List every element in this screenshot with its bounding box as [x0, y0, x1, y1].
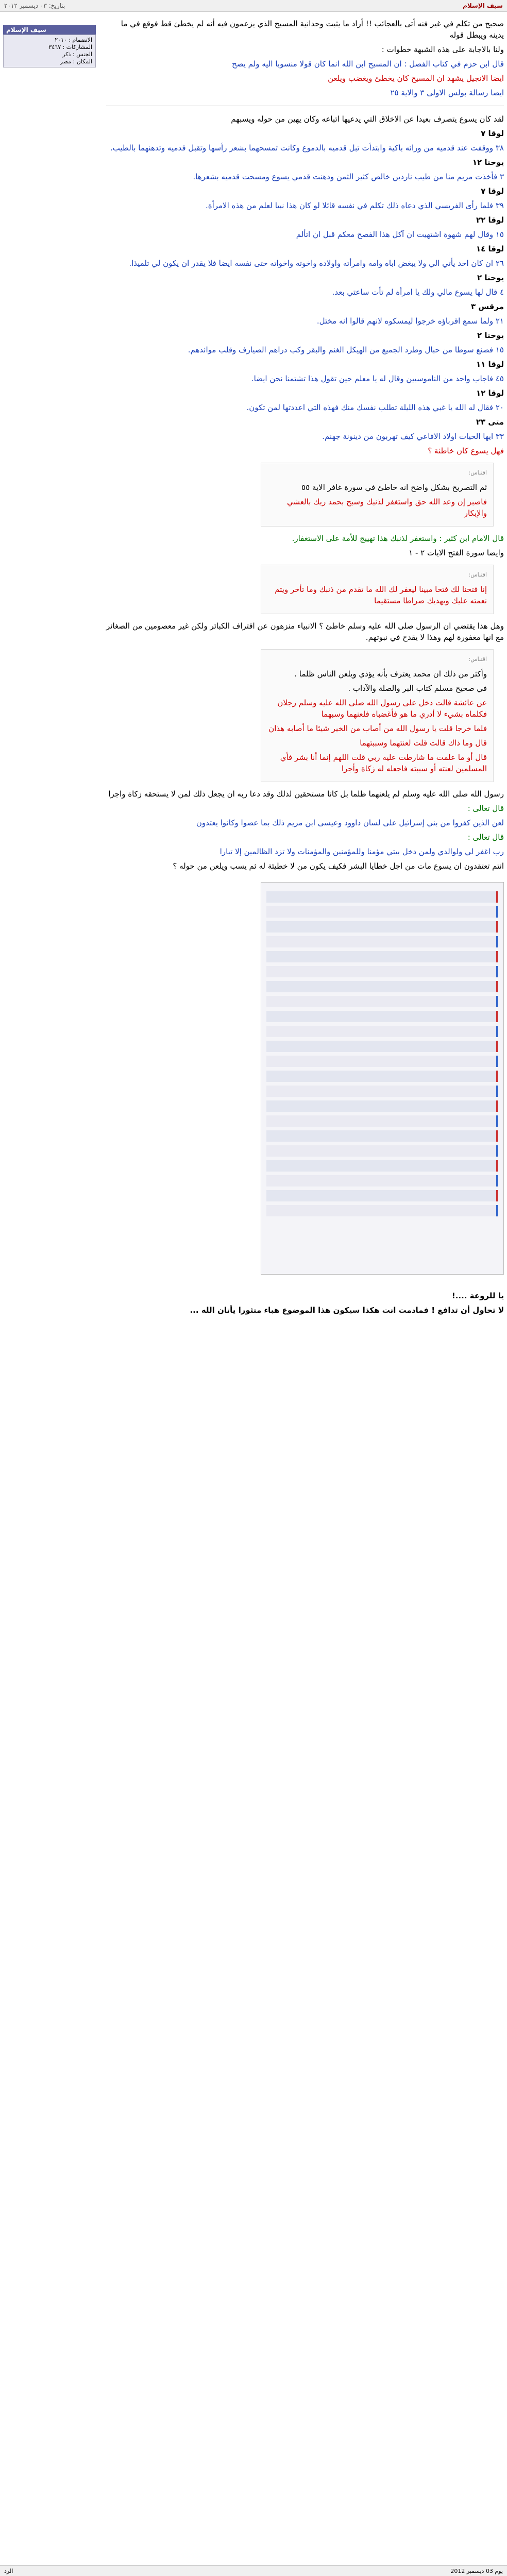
post-question: فهل يسوع كان خاطئة ؟	[428, 446, 504, 455]
verse-block	[106, 272, 504, 298]
verse-block	[106, 243, 504, 269]
user-stat: الجنس : ذكر	[62, 51, 92, 58]
bottom-bar	[0, 2565, 507, 2576]
verse-ref: متى ٢٣	[476, 417, 504, 427]
verse-block	[106, 359, 504, 384]
post-body	[106, 18, 504, 1316]
screenshot-row	[266, 1100, 498, 1112]
user-stats	[3, 35, 96, 67]
verse-text: ٢٦ ان كان احد يأتي الي ولا يبغض اباه وامه وامرأته واولاده واخوته واخواته حتى نفسه ايضا فلا يقدر ان يكون لي تلميذا.	[129, 259, 504, 268]
verse-ref: يوحنا ١٢	[472, 158, 504, 167]
post-paragraph: قال تعالى :	[467, 804, 504, 813]
verse-ref: يوحنا ٢	[477, 273, 504, 282]
verse-ref: لوقا ٢٢	[476, 215, 504, 225]
verse-text: ١٥ وقال لهم شهوة اشتهيت ان آكل هذا الفصح معكم قبل ان اتألم	[296, 230, 504, 239]
quote-label: اقتباس:	[468, 469, 487, 476]
verse-ref: لوقا ١٤	[476, 244, 504, 253]
screenshot-row	[266, 1190, 498, 1201]
screenshot-row	[266, 1205, 498, 1216]
quote-line: ثم التصريح بشكل واضح انه خاطئ في سورة غافر الاية ٥٥	[301, 483, 487, 492]
post-paragraph: قال الامام ابن كثير : واستغفر لذنبك هذا تهييج للأمة على الاستغفار.	[292, 534, 504, 543]
verse-ref: لوقا ٧	[481, 187, 504, 196]
screenshot-row	[266, 996, 498, 1007]
verse-ref: مرقس ٣	[470, 302, 504, 311]
post-paragraph: لعن الذين كفروا من بني إسرائيل على لسان داوود وعيسى ابن مريم ذلك بما عصوا وكانوا يعتدون	[196, 818, 504, 827]
embedded-screenshot	[261, 882, 504, 1275]
user-stat: المشاركات : ٣٤٦٧	[48, 44, 92, 50]
user-stat: الانضمام : ٢٠١٠	[55, 37, 92, 43]
verse-block	[106, 330, 504, 355]
screenshot-row	[266, 966, 498, 977]
post-paragraph: لقد كان يسوع يتصرف بعيدا عن الاخلاق التي يدعيها اتباعه وكان يهين من حوله ويسبهم	[231, 114, 504, 124]
quote-label: اقتباس:	[468, 656, 487, 663]
screenshot-row	[266, 1175, 498, 1187]
screenshot-row	[266, 1115, 498, 1127]
screenshot-row	[266, 936, 498, 947]
post-paragraph: قال تعالى :	[467, 833, 504, 842]
screenshot-row	[266, 1041, 498, 1052]
post-paragraph: وايضا سورة الفتح الايات ٢ - ١	[409, 548, 504, 557]
quote-line: فلما خرجا قلت يا رسول الله من أصاب من الخير شيئا ما أصابه هذان	[268, 724, 487, 733]
quote-label: اقتباس:	[468, 571, 487, 578]
post-paragraph: رب اغفر لي ولوالدي ولمن دخل بيتي مؤمنا وللمؤمنين والمؤمنات ولا تزد الظالمين إلا تبارا	[219, 847, 504, 856]
user-stat: المكان : مصر	[60, 58, 92, 65]
verse-text: ٢١ ولما سمع اقرباؤه خرجوا ليمسكوه لانهم قالوا انه مختل.	[316, 316, 504, 326]
screenshot-row	[266, 1145, 498, 1157]
quote-line: عن عائشة قالت دخل على رسول الله صلى الله عليه وسلم رجلان فكلماه بشيء لا أدري ما هو فأغضباه فلعنهما وسبهما	[277, 698, 487, 719]
user-box	[3, 25, 96, 67]
verse-block	[106, 416, 504, 442]
quote-box	[261, 649, 494, 782]
username[interactable]: سيف الإسلام	[3, 25, 96, 35]
post-paragraph: قال ابن حزم في كتاب الفصل : ان المسيح ابن الله انما كان قولا منسوبا اليه ولم يصح	[232, 59, 504, 69]
screenshot-row	[266, 1130, 498, 1142]
quote-line: وأكثر من ذلك ان محمد يعترف بأنه يؤذي ويلعن الناس ظلما .	[294, 669, 487, 679]
screenshot-row	[266, 1056, 498, 1067]
screenshot-row	[266, 1011, 498, 1022]
verse-block	[106, 301, 504, 327]
post-paragraph: ايضا الانجيل يشهد ان المسيح كان يخطئ ويغضب ويلعن	[328, 74, 504, 83]
topbar-date: بتاريخ: ٠٣ ديسمبر ٢٠١٢	[4, 2, 65, 9]
screenshot-row	[266, 1071, 498, 1082]
quote-box	[261, 463, 494, 527]
verse-block	[106, 387, 504, 413]
topbar-title[interactable]: سيف الإسلام	[463, 2, 503, 9]
verse-text: ٣٣ ايها الحيات اولاد الافاعي كيف تهربون من دينونة جهنم.	[322, 432, 504, 441]
verse-ref: لوقا ٧	[481, 129, 504, 138]
quote-box	[261, 565, 494, 614]
post-paragraph: وهل هذا يقتضي ان الرسول صلى الله عليه وسلم خاطئ ؟ الانبياء منزهون عن اقتراف الكبائر ولكن غير معصومين من الصغائر مع انها مغفورة لهم وهذا لا يقدح في نبوتهم.	[106, 621, 504, 642]
verse-block	[106, 214, 504, 240]
verse-ref: لوقا ١١	[476, 360, 504, 369]
verse-ref: يوحنا ٢	[477, 331, 504, 340]
post-date: يوم 03 ديسمبر 2012	[450, 2567, 503, 2574]
post-paragraph: ايضا رسالة بولس الاولى ٣ والاية ٢٥	[390, 88, 504, 97]
screenshot-row	[266, 1026, 498, 1037]
footer-line: لا تحاول أن تدافع ! فمادمت انت هكذا سيكون هذا الموضوع هباء منثورا يأتان الله ...	[190, 1306, 504, 1315]
verse-text: ١٥ فصنع سوطا من حبال وطرد الجميع من الهيكل الغنم والبقر وكب دراهم الصيارف وقلب موائدهم.	[188, 345, 504, 354]
post-paragraph: صحيح من تكلم في غير فنه أتى بالعجائب !! أراد ما يثبت وحدانية المسيح الذي يزعمون فيه أنه لم يخطئ قط فوقع في ما يدينه ويبطل قوله	[121, 19, 504, 40]
post-paragraph: رسول الله صلى الله عليه وسلم لم يلعنهما ظلما بل كانا مستحقين لذلك وقد دعا ربه ان يجعل ذلك لمن لا يستحقه زكاة واجرا	[108, 789, 504, 799]
screenshot-row	[266, 906, 498, 918]
quote-line: قال وما ذاك قالت قلت لعنتهما وسببتهما	[360, 738, 487, 748]
verse-block	[106, 185, 504, 211]
quote-line: إنا فتحنا لك فتحا مبينا ليغفر لك الله ما تقدم من ذنبك وما تأخر ويتم نعمته عليك ويهديك صراطا مستقيما	[275, 585, 487, 605]
reply-link[interactable]: الرد	[4, 2567, 13, 2574]
verse-text: ٣٩ فلما رأى الفريسي الذي دعاه ذلك تكلم في نفسه قائلا لو كان هذا نبيا لعلم من هذه الامرأة.	[205, 201, 504, 210]
screenshot-row	[266, 1086, 498, 1097]
screenshot-row	[266, 891, 498, 903]
screenshot-row	[266, 951, 498, 962]
verse-text: ٣ فأخذت مريم منا من طيب ناردين خالص كثير الثمن ودهنت قدمي يسوع ومسحت قدميه بشعرها.	[193, 172, 504, 181]
quote-line: فاصبر إن وعد الله حق واستغفر لذنبك وسبح بحمد ربك بالعشي والإبكار	[286, 497, 487, 518]
quote-line: قال أو ما علمت ما شارطت عليه ربي قلت اللهم إنما أنا بشر فأي المسلمين لعنته أو سببته فاجعله له زكاة وأجرا	[280, 753, 487, 773]
screenshot-row	[266, 981, 498, 992]
verse-text: ٤٥ فاجاب واحد من الناموسيين وقال له يا معلم حين تقول هذا تشتمنا نحن ايضا.	[251, 374, 504, 383]
verse-text: ٢٠ فقال له الله يا غبي هذه الليلة تطلب نفسك منك فهذه التي اعددتها لمن تكون.	[246, 403, 504, 412]
screenshot-row	[266, 1160, 498, 1172]
verse-text: ٣٨ ووقفت عند قدميه من ورائه باكية وابتدأت تبل قدميه بالدموع وكانت تمسحهما بشعر رأسها وتقبل قدميه وتدهنهما بالطيب.	[110, 143, 504, 152]
screenshot-row	[266, 921, 498, 933]
verse-block	[106, 128, 504, 154]
verse-ref: لوقا ١٢	[476, 388, 504, 398]
post-page	[0, 12, 507, 1321]
post-paragraph: انتم تعتقدون ان يسوع مات من اجل خطايا البشر فكيف يكون من لا خطيئة له ثم يسب ويلعن من حوله ؟	[173, 861, 504, 871]
verse-text: ٤ قال لها يسوع مالي ولك يا امرأة لم تأت ساعتي بعد.	[332, 287, 504, 297]
top-bar	[0, 0, 507, 12]
post-footer	[106, 1290, 504, 1316]
footer-line: يا للروعة ....!	[451, 1291, 504, 1300]
quote-line: في صحيح مسلم كتاب البر والصلة والآداب .	[348, 684, 487, 693]
verse-block	[106, 157, 504, 182]
post-paragraph: ولنا بالاجابة على هذه الشبهة خطوات :	[381, 45, 504, 54]
